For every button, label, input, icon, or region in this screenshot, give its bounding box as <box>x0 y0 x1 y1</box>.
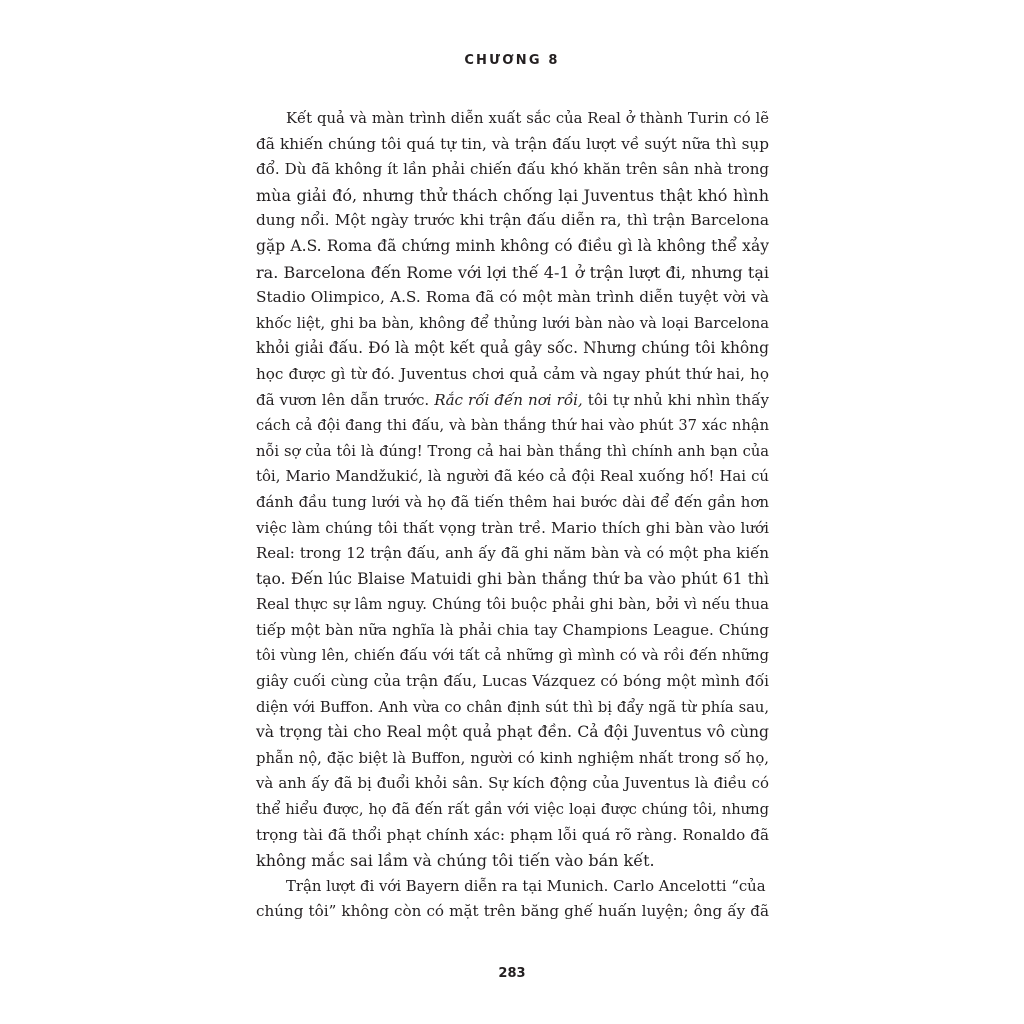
text-line: giây cuối cùng của trận đấu, Lucas Vázquez có bóng một mình đối <box>256 672 769 691</box>
text-line: cách cả đội đang thi đấu, và bàn thắng thứ hai vào phút 37 xác nhận <box>256 417 769 435</box>
text-line: đổ. Dù đã không ít lần phải chiến đấu khó khăn trên sân nhà trong <box>256 160 769 179</box>
text-line: chúng tôi” không còn có mặt trên băng ghế huấn luyện; ông ấy đã <box>256 902 769 921</box>
text-line: thể hiểu được, họ đã đến rất gần với việc loại được chúng tôi, nhưng <box>256 801 769 819</box>
text-line: Real thực sự lâm nguy. Chúng tôi buộc phải ghi bàn, bởi vì nếu thua <box>256 596 769 614</box>
text-segment: đã vươn lên dẫn trước. <box>256 390 435 409</box>
text-line: đã khiến chúng tôi quá tự tin, và trận đấu lượt về suýt nữa thì sụp <box>256 134 769 153</box>
italic-thought: Rắc rối đến nơi rồi, <box>434 390 583 409</box>
text-line: đánh đầu tung lưới và họ đã tiến thêm hai bước dài để đến gần hơn <box>256 492 769 511</box>
text-line: Stadio Olimpico, A.S. Roma đã có một màn trình diễn tuyệt vời và <box>256 288 769 307</box>
text-line: tôi, Mario Mandžukić, là người đã kéo cả đội Real xuống hố! Hai cú <box>256 467 769 486</box>
text-line: tôi vùng lên, chiến đấu với tất cả những gì mình có và rồi đến những <box>256 647 769 665</box>
chapter-heading: CHƯƠNG 8 <box>464 53 560 68</box>
text-line: không mắc sai lầm và chúng tôi tiến vào bán kết. <box>256 851 655 871</box>
page-number: 283 <box>498 966 526 981</box>
text-line: khỏi giải đấu. Đó là một kết quả gây sốc. Nhưng chúng tôi không <box>256 339 769 358</box>
text-line: học được gì từ đó. Juventus chơi quả cảm và ngay phút thứ hai, họ <box>256 364 769 383</box>
text-line: diện với Buffon. Anh vừa co chân định sút thì bị đẩy ngã từ phía sau, <box>256 698 769 716</box>
text-line: việc làm chúng tôi thất vọng tràn trề. Mario thích ghi bàn vào lưới <box>256 518 769 537</box>
text-line: khốc liệt, ghi ba bàn, không để thủng lưới bàn nào và loại Barcelona <box>256 314 769 332</box>
text-line: Real: trong 12 trận đấu, anh ấy đã ghi năm bàn và có một pha kiến <box>256 544 769 563</box>
text-line: tiếp một bàn nữa nghĩa là phải chia tay Champions League. Chúng <box>256 620 769 639</box>
text-line: phẫn nộ, đặc biệt là Buffon, người có kinh nghiệm nhất trong số họ, <box>256 749 769 767</box>
text-line: trọng tài đã thổi phạt chính xác: phạm lỗi quá rõ ràng. Ronaldo đã <box>256 825 769 844</box>
text-line: nỗi sợ của tôi là đúng! Trong cả hai bàn thắng thì chính anh bạn của <box>256 442 769 460</box>
text-line: Trận lượt đi với Bayern diễn ra tại Munich. Carlo Ancelotti “của <box>286 876 766 895</box>
body-text <box>256 106 769 925</box>
text-line: ra. Barcelona đến Rome với lợi thế 4-1 ở trận lượt đi, nhưng tại <box>256 262 769 282</box>
text-line: mùa giải đó, nhưng thử thách chống lại Juventus thật khó hình <box>256 185 769 205</box>
text-line: tạo. Đến lúc Blaise Matuidi ghi bàn thắng thứ ba vào phút 61 thì <box>256 569 769 588</box>
text-line: gặp A.S. Roma đã chứng minh không có điều gì là không thể xảy <box>256 236 769 255</box>
text-segment: tôi tự nhủ khi nhìn thấy <box>582 390 769 409</box>
text-line: và trọng tài cho Real một quả phạt đền. Cả đội Juventus vô cùng <box>256 723 769 742</box>
text-line-with-italic <box>256 388 769 414</box>
text-line: dung nổi. Một ngày trước khi trận đấu diễn ra, thì trận Barcelona <box>256 211 769 230</box>
text-line: và anh ấy đã bị đuổi khỏi sân. Sự kích động của Juventus là điều có <box>256 774 769 793</box>
text-line: Kết quả và màn trình diễn xuất sắc của Real ở thành Turin có lẽ <box>286 110 769 127</box>
